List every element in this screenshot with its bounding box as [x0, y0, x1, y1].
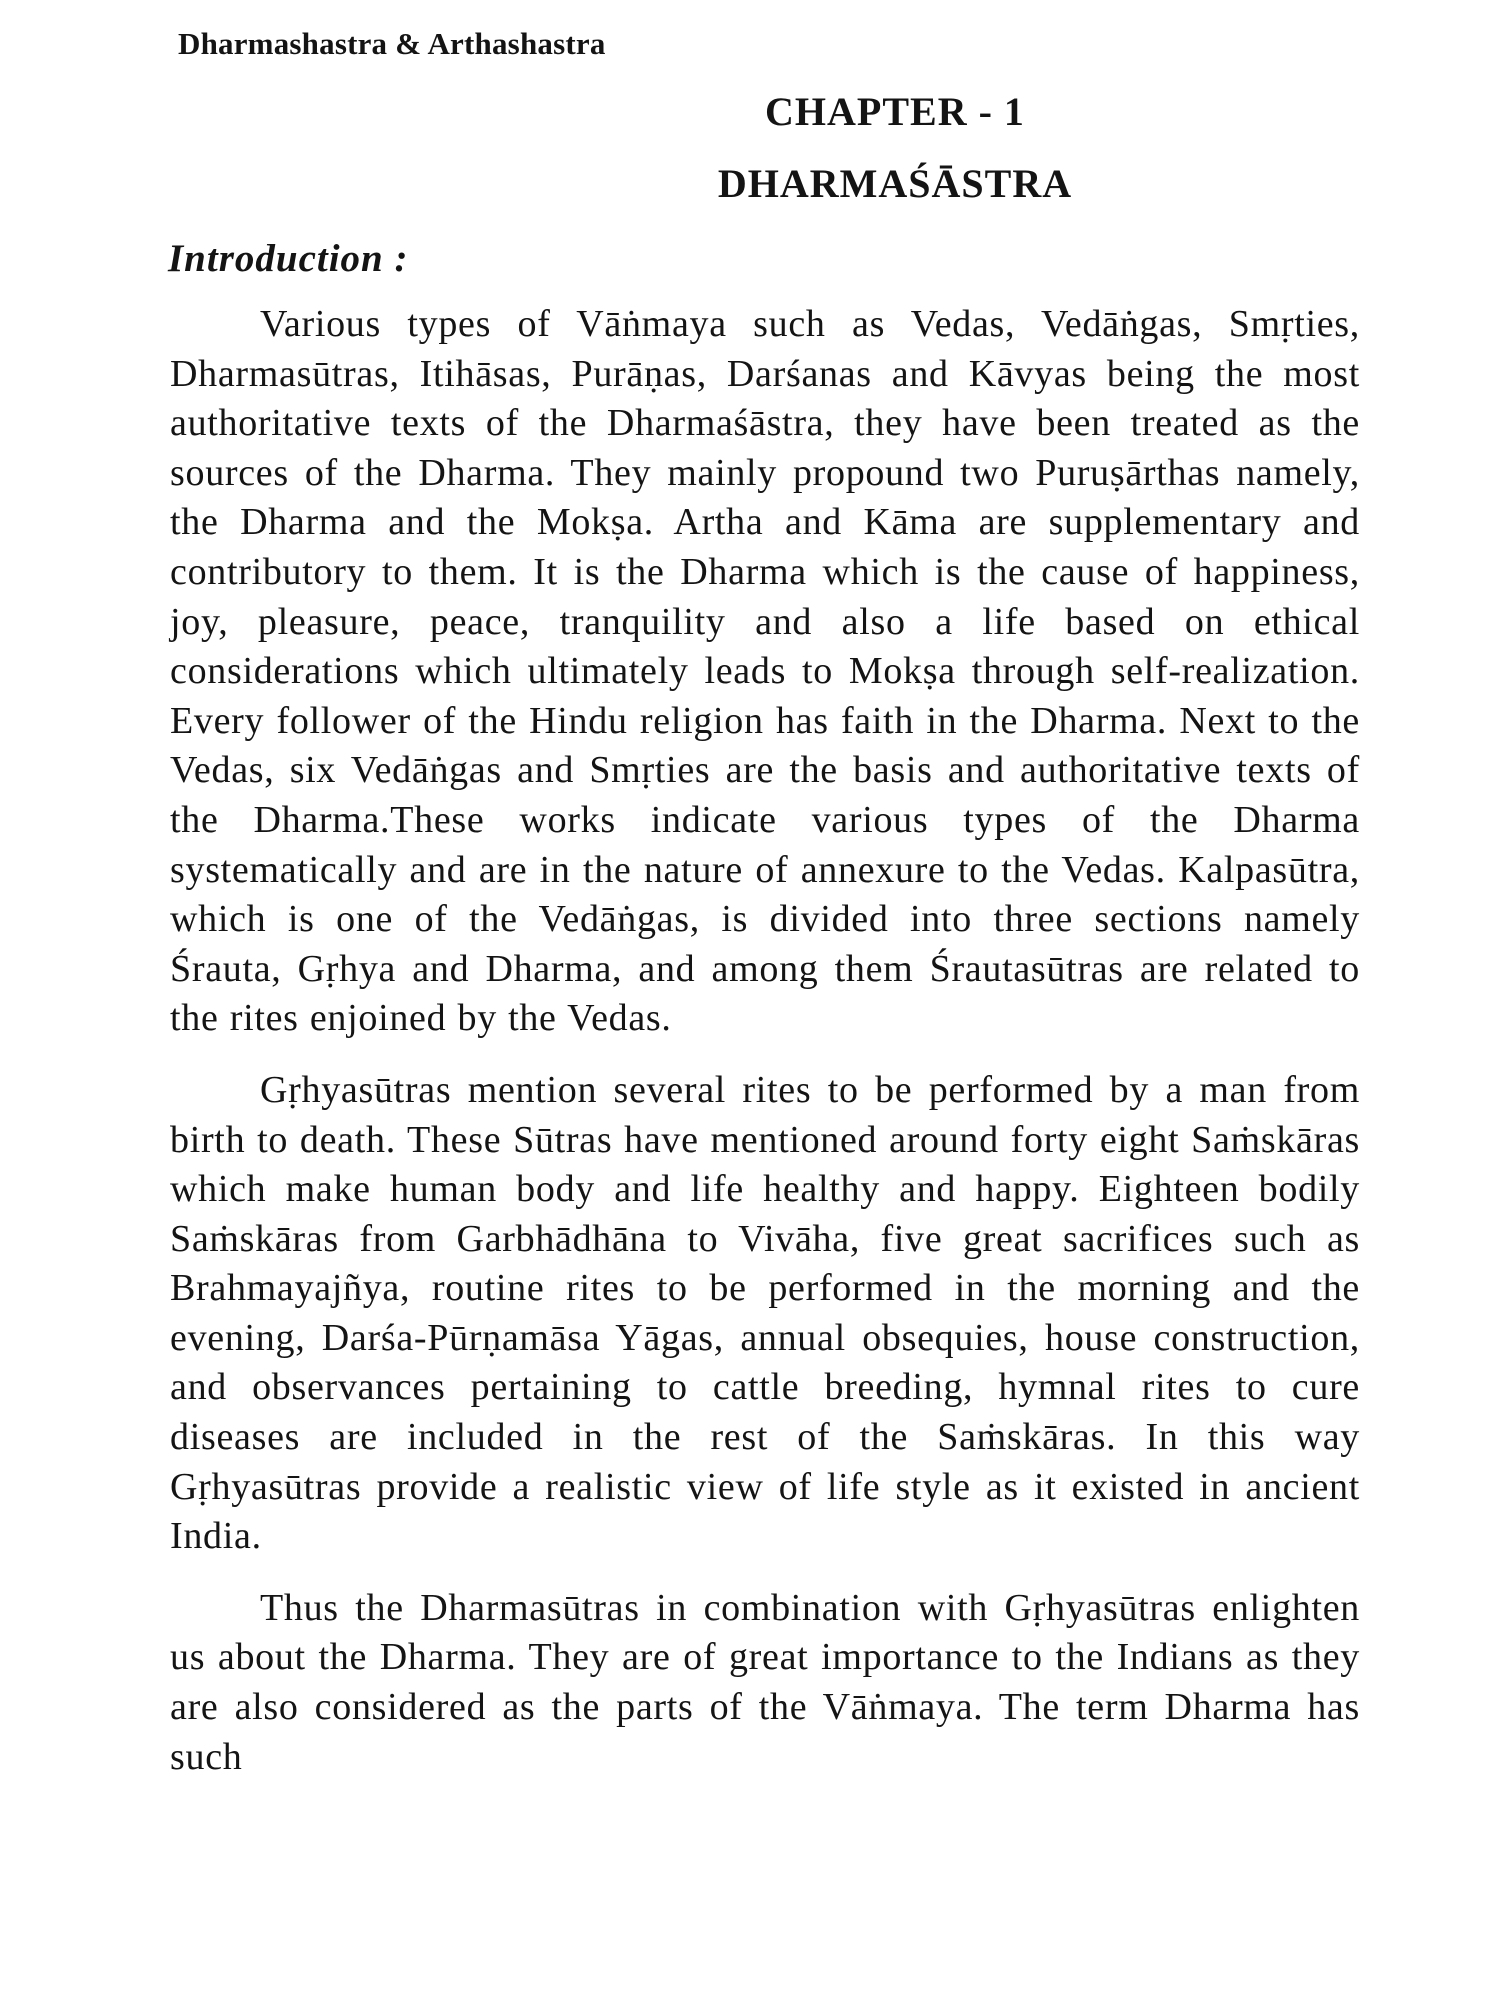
running-header: Dharmashastra & Arthashastra: [178, 26, 606, 61]
body-text: [170, 300, 1360, 1804]
chapter-title: DHARMAŚĀSTRA: [717, 161, 1073, 206]
paragraph-3: Thus the Dharmasūtras in combination with Gṛhyasūtras enlighten us about the Dharma. They are of great importance to the Indians as they are also considered as the parts of the Vāṅmaya. The term Dharma has such: [170, 1586, 1360, 1778]
chapter-number: CHAPTER - 1: [765, 89, 1025, 134]
paragraph-2: Gṛhyasūtras mention several rites to be performed by a man from birth to death. These Sūtras have mentioned around forty eight Saṁskāras which make human body and life healthy and happy. Eighteen bodily Saṁskāras from Garbhādhāna to Vivāha, five great sacrifices such as Brahmayajñya, routine rites to be performed in the morning and the evening, Darśa-Pūrṇamāsa Yāgas, annual obsequies, house construction, and observances pertaining to cattle breeding, hymnal rites to cure diseases are included in the rest of the Saṁskāras. In this way Gṛhyasūtras provide a realistic view of life style as it existed in ancient India.: [170, 1068, 1360, 1558]
paragraph-1: Various types of Vāṅmaya such as Vedas, Vedāṅgas, Smṛties, Dharmasūtras, Itihāsas, Purāṇas, Darśanas and Kāvyas being the most authoritative texts of the Dharmaśāstra, they have been treated as the sources of the Dharma. They mainly propound two Puruṣārthas namely, the Dharma and the Mokṣa. Artha and Kāma are supplementary and contributory to them. It is the Dharma which is the cause of happiness, joy, pleasure, peace, tranquility and also a life based on ethical considerations which ultimately leads to Mokṣa through self-realization. Every follower of the Hindu religion has faith in the Dharma. Next to the Vedas, six Vedāṅgas and Smṛties are the basis and authoritative texts of the Dharma.These works indicate various types of the Dharma systematically and are in the nature of annexure to the Vedas. Kalpasūtra, which is one of the Vedāṅgas, is divided into three sections namely Śrauta, Gṛhya and Dharma, and among them Śrautasūtras are related to the rites enjoined by the Vedas.: [170, 303, 1360, 1040]
section-heading: Introduction :: [168, 237, 409, 280]
